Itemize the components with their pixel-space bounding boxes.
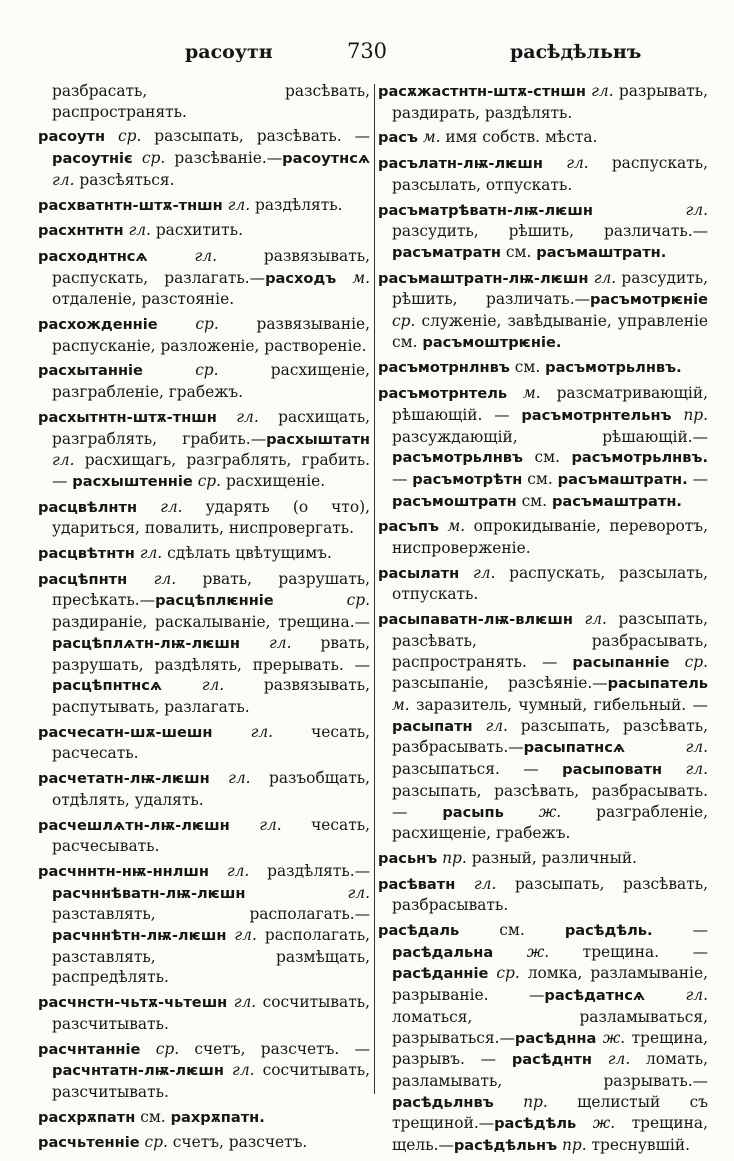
definition-text: трещина, разрывъ. — [392, 1028, 708, 1069]
headword: расцѣпнтнсѧ [52, 677, 163, 695]
headword: расцѣплѧтн-лѭ-лѥшн [52, 634, 240, 652]
grammar-label: ср. [684, 652, 708, 671]
dictionary-entry [378, 127, 708, 149]
definition-text: развязывать, распутывать, разлагать. [52, 676, 370, 716]
dictionary-entry [378, 268, 708, 354]
definition-text: разсматривающій, рѣшающій. — [392, 384, 708, 424]
definition-text [217, 408, 236, 426]
headword: расчесатн-шѫ-шешн [38, 723, 213, 741]
headword: расыпатель [607, 675, 708, 693]
headword: расъмотрѣтн [412, 470, 523, 488]
headword: расчешлѧтн-лѭ-лѥшн [38, 816, 230, 834]
definition-text: разсыпаться. — [392, 760, 563, 779]
dictionary-entry [38, 195, 370, 217]
definition-text: разсыпать, разсѣвать, разбрасывать, распространять. — [392, 610, 708, 671]
headword: расоутніє [52, 150, 133, 168]
grammar-label: м. [392, 695, 410, 714]
headword: расыповатн [562, 761, 663, 779]
headword: расылатн [378, 564, 460, 582]
headword: расхыштатн [266, 430, 370, 448]
headword: расъмаштратн. [551, 492, 682, 510]
grammar-label: ср. [155, 1039, 180, 1058]
definition-text: имя собств. мѣста. [440, 128, 598, 147]
definition-text [105, 127, 118, 145]
grammar-label: гл. [236, 407, 259, 426]
definition-text [593, 201, 686, 219]
dictionary-entry [38, 569, 370, 718]
headword: расчнтанніе [38, 1040, 141, 1058]
definition-text: распускать, разсылать, отпускать. [392, 154, 708, 194]
headword: расходнтнсѧ [38, 247, 148, 265]
dictionary-entry [378, 609, 708, 844]
definition-text: разсудить, рѣшить, различать.— [392, 222, 708, 241]
definition-text [493, 943, 527, 961]
headword: расѣданніе [392, 965, 489, 983]
definition-text [625, 738, 685, 756]
grammar-label: гл. [259, 815, 282, 834]
definition-text: расхищеніе, разграбленіе, грабежъ. [52, 361, 370, 402]
definition-text: расхитить. [150, 221, 243, 240]
dictionary-entry [38, 543, 370, 565]
right-column [378, 81, 708, 1161]
grammar-label: ср. [141, 149, 166, 168]
dictionary-entry [378, 516, 708, 558]
definition-text: сосчитывать, разсчитывать. [52, 993, 370, 1033]
headword: расѣдатнсѧ [544, 987, 646, 1005]
grammar-label: гл. [201, 676, 225, 695]
definition-text: сосчитывать, разсчитывать. [52, 1061, 370, 1101]
definition-text: разъобщать, отдѣлять, удалять. [52, 769, 370, 809]
headword: расъмоштрѥніе. [422, 333, 562, 351]
grammar-label: ср. [197, 471, 222, 490]
headword: расъмаштратн-лѭ-лѥшн [378, 269, 589, 287]
definition-text: разставлять, располагать.— [52, 905, 370, 924]
definition-text: ломать, разламывать, разрывать.— [392, 1050, 708, 1090]
headword: расъмотрнтель [378, 385, 508, 403]
headword: расъмоштратн [392, 492, 517, 510]
headword: расоутн [38, 128, 106, 146]
grammar-label: ж. [538, 802, 562, 821]
definition-text: опрокидываніе, переворотъ, ниспроверженіе. [392, 517, 708, 558]
definition-text [209, 862, 227, 880]
dictionary-entry [38, 314, 370, 356]
grammar-label: м. [523, 384, 541, 403]
headword: расъмаштратн. [557, 470, 688, 488]
definition-text [230, 816, 259, 834]
definition-text: расхищеніе. [221, 471, 326, 490]
definition-text: разсѣваніе.— [165, 149, 283, 168]
dictionary-entry [38, 407, 370, 493]
definition-text: разсыпать, разсѣвать. — [141, 127, 370, 146]
grammar-label: гл. [591, 82, 614, 100]
grammar-label: гл. [685, 200, 708, 219]
headword: расхожденніе [38, 316, 158, 334]
dictionary-entry [378, 920, 708, 1157]
definition-text: расхищагь, разграблять, грабить. — [52, 451, 370, 490]
definition-text: см. [522, 448, 572, 467]
definition-text: сдѣлать цвѣтущимъ. [162, 544, 332, 563]
definition-text: разбрасать, разсѣвать, распространять. [52, 82, 370, 121]
definition-text: рвать, разрушать, раздѣлять, прерывать. — [52, 633, 370, 674]
definition-text: раздѣлять. [250, 195, 343, 214]
headword: расѣватн [378, 875, 456, 893]
grammar-label: ср. [496, 964, 520, 983]
definition-text: раздѣлять.— [249, 861, 370, 880]
definition-text [210, 769, 228, 787]
definition-text: см. [516, 491, 552, 510]
dictionary-entry [38, 992, 370, 1034]
grammar-label: ср. [195, 361, 219, 380]
definition-text: трещина. — [549, 942, 708, 961]
running-head-right: расѣдѣльнъ [510, 41, 642, 63]
definition-text [494, 1093, 523, 1111]
grammar-label: гл. [593, 268, 617, 287]
grammar-label: ж. [526, 942, 550, 961]
definition-text [504, 803, 539, 821]
definition-text: разрывать, раздирать, раздѣлять. [392, 82, 708, 122]
definition-text: счетъ, разсчетъ. — [179, 1039, 370, 1058]
headword: расъмотрьлнвъ. [571, 449, 708, 467]
definition-text: треснувшій. [586, 1136, 690, 1155]
grammar-label: ж. [602, 1028, 626, 1047]
headword: расыпанніе [572, 653, 670, 671]
definition-text: заразитель, чумный, гибельный. — [409, 695, 708, 714]
headword: расѣднна [514, 1029, 597, 1047]
headword: расъматратн [392, 243, 501, 261]
definition-text: счетъ, разсчетъ. [167, 1133, 308, 1152]
headword: расчннѣватн-лѭ-лѥшн [52, 884, 246, 902]
grammar-label: гл. [228, 769, 251, 788]
dictionary-entry [38, 497, 370, 539]
grammar-label: гл. [485, 716, 508, 735]
grammar-label: гл. [160, 497, 183, 516]
dictionary-entry [38, 722, 370, 764]
headword: расхрѫпатн [38, 1108, 136, 1126]
grammar-label: гл. [52, 170, 75, 189]
definition-text [224, 1061, 232, 1079]
headword: расходъ [265, 269, 337, 287]
headword: расхытанніе [38, 362, 143, 380]
dictionary-entry [38, 126, 370, 190]
left-column [38, 81, 370, 1158]
definition-text: развязывать, распускать, разлагать.— [52, 246, 370, 287]
definition-text: разный, различный. [466, 848, 637, 867]
headword: расчннтн-нѭ-ннлшн [38, 862, 210, 880]
definition-text: щелистый съ трещиной.— [392, 1092, 708, 1133]
grammar-label: м. [352, 268, 370, 287]
grammar-label: гл. [153, 569, 177, 588]
grammar-label: гл. [52, 451, 75, 470]
dictionary-entry [378, 81, 708, 123]
definition-text: служеніе, завѣдываніе, управленіе см. [392, 312, 708, 351]
grammar-label: гл. [139, 544, 163, 563]
headword: расѣднтн [511, 1051, 592, 1069]
definition-text [455, 875, 474, 893]
grammar-label: гл. [227, 195, 251, 214]
grammar-label: гл. [685, 738, 708, 757]
headword: расыпатнсѧ [523, 739, 626, 757]
definition-text: разсудить, рѣшить, различать.— [392, 268, 708, 309]
definition-text: разсѣяться. [74, 170, 175, 189]
definition-text: см. [500, 242, 537, 261]
headword: расцѣплѥнніе [155, 592, 274, 610]
grammar-label: гл. [584, 610, 607, 629]
grammar-label: гл. [234, 926, 257, 945]
headword: расыпатн [392, 717, 473, 735]
definition-text [592, 1050, 608, 1068]
headword: расѣдѣль. [564, 922, 653, 940]
headword: расхыштенніе [72, 472, 193, 490]
dictionary-entry [38, 1107, 370, 1129]
definition-text: располагать, разставлять, размѣщать, распредѣлять. [52, 926, 370, 987]
headword: расъмаштратн. [536, 243, 667, 261]
headword: расчнстн-чьтѫ-чьтешн [38, 994, 228, 1012]
grammar-label: ср. [392, 312, 416, 331]
dictionary-entry [378, 383, 708, 512]
headword: расцвѣтнтн [38, 545, 135, 563]
dictionary-entry [38, 1039, 370, 1103]
dictionary-entry [38, 246, 370, 310]
headword: расъмотрьлнвъ. [545, 359, 682, 377]
definition-text [662, 760, 685, 778]
definition-text: разсыпать, разсѣвать, разбрасывать. — [392, 781, 708, 821]
definition-text: — [652, 921, 708, 940]
dictionary-entry [378, 153, 708, 195]
definition-text [140, 1040, 155, 1058]
grammar-label: м. [447, 517, 466, 536]
definition-text [336, 269, 352, 287]
headword: расъмотрнтельнъ [521, 406, 672, 424]
grammar-label: гл. [685, 986, 708, 1005]
dictionary-entry [38, 815, 370, 857]
headword: расѣдаль [378, 922, 460, 940]
grammar-label: ср. [195, 315, 219, 334]
grammar-label: пр. [442, 848, 467, 867]
definition-text [246, 884, 348, 902]
headword: расхватнтн-штѫ-тншн [38, 196, 223, 214]
definition-text [473, 717, 486, 735]
grammar-label: ср. [144, 1133, 168, 1152]
grammar-label: гл. [233, 993, 257, 1012]
headword: расъпъ [378, 518, 439, 536]
definition-text: чесать, расчесывать. [52, 815, 370, 856]
grammar-label: пр. [561, 1136, 587, 1155]
definition-text [543, 154, 566, 172]
definition-text: развязываніе, распусканіе, разложеніе, раствореніе. [52, 315, 370, 355]
definition-text [459, 564, 473, 582]
grammar-label: гл. [566, 154, 589, 173]
definition-text: раздираніе, раскалываніе, трещина.— [52, 613, 370, 632]
headword: расыпь [442, 803, 504, 821]
definition-text: разсыпать, разсѣвать, разбрасывать.— [392, 716, 708, 757]
headword: расъмотрьлнвъ [392, 449, 523, 467]
grammar-label: гл. [128, 221, 151, 240]
page-number: 730 [346, 39, 388, 63]
headword: расѣдальна [392, 943, 494, 961]
dictionary-entry [378, 200, 708, 264]
dictionary-entry [38, 220, 370, 242]
definition-text [133, 149, 142, 167]
definition-text: см. [509, 358, 546, 377]
headword: расѫжастнтн-штѫ-стншн [378, 83, 586, 100]
definition-text [573, 610, 585, 628]
dictionary-entry [38, 360, 370, 402]
headword: расчнтатн-лѭ-лѥшн [52, 1062, 224, 1080]
definition-text: — [687, 469, 708, 488]
headword: расѣдѣль [494, 1115, 577, 1133]
grammar-label: пр. [523, 1092, 548, 1111]
running-head-left: расоутн [185, 41, 273, 63]
grammar-label: ср. [346, 591, 370, 610]
definition-text: разсуждающій, рѣшающій.— [392, 427, 708, 446]
definition-text [240, 634, 269, 652]
grammar-label: гл. [194, 246, 217, 265]
headword: расѣдьлнвъ [392, 1093, 494, 1111]
grammar-label: гл. [685, 760, 708, 779]
definition-text: чесать, расчесать. [52, 722, 370, 763]
grammar-label: гл. [232, 1061, 255, 1080]
definition-text [148, 247, 195, 265]
definition-text: распускать, разсылать, отпускать. [392, 563, 708, 604]
dictionary-entry [38, 81, 370, 122]
dictionary-entry [378, 874, 708, 916]
headword: рахрѫпатн. [170, 1108, 265, 1126]
headword: расъмотрѥніе [589, 291, 708, 309]
grammar-label: пр. [683, 405, 708, 424]
grammar-label: гл. [472, 563, 496, 582]
headword: расхнтнтн [38, 222, 124, 240]
headword: расъ [378, 129, 418, 147]
headword: расьнъ [378, 849, 438, 867]
dictionary-entry [378, 563, 708, 605]
definition-text: см. [522, 469, 558, 488]
definition-text [576, 1114, 593, 1132]
grammar-label: м. [422, 128, 441, 147]
definition-text: разсыпать, разсѣвать, разбрасывать. [392, 874, 708, 915]
headword: расыпаватн-лѭ-влѥшн [378, 611, 573, 629]
definition-text: расхищать, разграблять, грабить.— [52, 407, 370, 448]
definition-text: см. [459, 921, 565, 940]
definition-text [127, 570, 153, 588]
definition-text [162, 676, 202, 694]
column-divider [374, 84, 375, 1094]
dictionary-entry [378, 357, 708, 379]
grammar-label: гл. [250, 722, 274, 741]
definition-text: ударять (о что), удариться, повалить, ниспровергать. [52, 497, 370, 538]
headword: расоутнсѧ [282, 150, 370, 168]
definition-text: рвать, разрушать, пресѣкать.— [52, 569, 370, 610]
grammar-label: ср. [117, 127, 142, 146]
definition-text [274, 591, 347, 609]
definition-text [670, 653, 685, 671]
definition-text [672, 406, 684, 424]
definition-text [137, 498, 160, 516]
headword: расчетатн-лѭ-лѥшн [38, 770, 210, 788]
headword: расцѣпнтн [38, 570, 128, 588]
definition-text [143, 361, 195, 379]
headword: расчннѣтн-лѭ-лѥшн [52, 927, 227, 945]
definition-text [158, 315, 196, 333]
definition-text: ломка, разламываніе, разрываніе. — [392, 964, 708, 1005]
definition-text: разсыпаніе, разсѣяніе.— [392, 674, 608, 693]
definition-text: ломаться, разламываться, разрываться.— [392, 1007, 708, 1047]
dictionary-entry [378, 848, 708, 870]
definition-text: — [392, 469, 413, 488]
headword: расълатн-лѭ-лѥшн [378, 155, 544, 173]
grammar-label: гл. [226, 861, 250, 880]
definition-text [507, 384, 523, 402]
definition-text [645, 986, 685, 1004]
definition-text: см. [135, 1107, 171, 1126]
grammar-label: ж. [592, 1114, 616, 1133]
dictionary-entry [38, 768, 370, 810]
headword: расѣдѣльнъ [453, 1137, 558, 1155]
headword: расчьтенніе [38, 1134, 140, 1152]
grammar-label: гл. [347, 883, 370, 902]
headword: расъматрѣватн-лѭ-лѥшн [378, 201, 593, 219]
definition-text: разграбленіе, расхищеніе, грабежъ. [392, 802, 708, 843]
grammar-label: гл. [607, 1050, 631, 1069]
definition-text: трещина, щель.— [392, 1114, 708, 1155]
grammar-label: гл. [473, 874, 497, 893]
definition-text [213, 723, 251, 741]
headword: расхытнтн-штѫ-тншн [38, 408, 217, 426]
dictionary-entry [38, 861, 370, 988]
definition-text: отдаленіе, разстояніе. [52, 290, 235, 309]
headword: расъмотрнлнвъ [378, 359, 510, 377]
grammar-label: гл. [269, 633, 292, 652]
headword: расцвѣлнтн [38, 498, 138, 516]
